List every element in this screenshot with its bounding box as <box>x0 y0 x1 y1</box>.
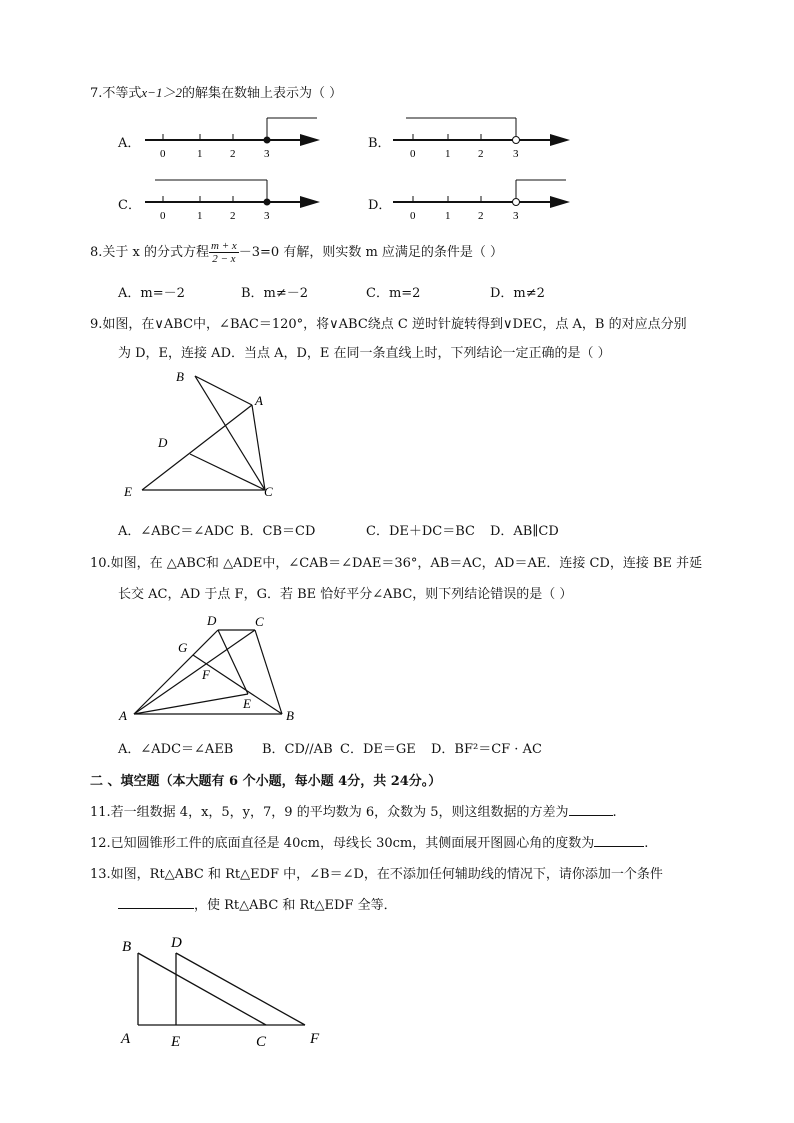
q10-option-a[interactable]: A．∠ADC＝∠AEB <box>118 742 234 757</box>
q8-option-a[interactable]: A．m=－2 <box>118 286 185 301</box>
q8-option-b[interactable]: B．m≠－2 <box>241 286 309 301</box>
q12-stem: 12.已知圆锥形工件的底面直径是 40cm，母线长 30cm，其侧面展开图圆心角的度数为 . <box>90 836 649 851</box>
q9-option-c[interactable]: C．DE＋DC＝BC <box>366 524 475 539</box>
q7-option-b-label[interactable]: B． <box>368 136 391 151</box>
svg-text:0: 0 <box>160 148 166 160</box>
svg-text:F: F <box>310 1031 320 1047</box>
svg-text:D: D <box>158 435 168 450</box>
q10-option-c[interactable]: C．DE＝GE <box>340 742 416 757</box>
q9-option-a[interactable]: A．∠ABC＝∠ADC <box>118 524 235 539</box>
svg-text:1: 1 <box>445 148 451 160</box>
q7-stem: 7.不等式x−1＞2的解集在数轴上表示为（ ） <box>90 85 343 101</box>
q7-option-d-label[interactable]: D． <box>368 198 392 213</box>
svg-text:3: 3 <box>264 148 270 160</box>
svg-text:B: B <box>286 708 294 723</box>
section-fill-in-title: 二 、填空题（本大题有 6 个小题，每小题 4分，共 24分。） <box>90 774 442 789</box>
svg-text:3: 3 <box>513 148 519 160</box>
q11-stem: 11.若一组数据 4，x，5，y，7，9 的平均数为 6，众数为 5，则这组数据的方差为 . <box>90 805 617 820</box>
q9-stem-line2: 为 D，E，连接 AD．当点 A，D，E 在同一条直线上时，下列结论一定正确的是（ ） <box>118 346 611 361</box>
q9-option-d[interactable]: D．AB∥CD <box>490 524 559 539</box>
svg-text:B: B <box>122 939 132 955</box>
q13-stem-line1: 13.如图，Rt△ABC 和 Rt△EDF 中，∠B＝∠D，在不添加任何辅助线的情况下，请你添加一个条件 <box>90 867 663 882</box>
q8-fraction: $\frac{m + x}{2 - x}$ <box>211 240 237 265</box>
q10-option-b[interactable]: B．CD//AB <box>262 742 333 757</box>
svg-text:C: C <box>256 1034 267 1050</box>
svg-text:1: 1 <box>197 148 203 160</box>
svg-text:1: 1 <box>445 210 451 222</box>
svg-text:C: C <box>255 614 264 629</box>
svg-text:D: D <box>171 935 182 951</box>
q10-stem-line2: 长交 AC，AD 于点 F，G．若 BE 恰好平分∠ABC，则下列结论错误的是（ ） <box>118 587 573 602</box>
svg-text:0: 0 <box>410 210 416 222</box>
svg-text:2: 2 <box>478 148 484 160</box>
svg-text:2: 2 <box>478 210 484 222</box>
q10-stem-line1: 10.如图，在 △ABC和 △ADE中，∠CAB＝∠DAE＝36°，AB＝AC，AD＝AE．连接 CD，连接 BE 并延 <box>90 556 703 571</box>
svg-text:G: G <box>178 640 188 655</box>
svg-text:1: 1 <box>197 210 203 222</box>
q8-stem: 8.关于 x 的分式方程 $\frac{m + x}{2 - x}$ －3=0 有解，则实数 m 应满足的条件是（ ） <box>90 240 504 265</box>
svg-text:0: 0 <box>160 210 166 222</box>
q7-option-c-label[interactable]: C． <box>118 198 141 213</box>
svg-text:B: B <box>176 369 184 384</box>
svg-text:A: A <box>119 708 127 723</box>
q7-option-a-label[interactable]: A． <box>118 136 141 151</box>
q8-option-c[interactable]: C．m=2 <box>366 286 421 301</box>
svg-text:E: E <box>171 1034 181 1050</box>
q8-option-d[interactable]: D．m≠2 <box>490 286 545 301</box>
svg-text:D: D <box>207 613 217 628</box>
q10-option-d[interactable]: D．BF²＝CF · AC <box>431 742 542 757</box>
q9-stem-line1: 9.如图，在∨ABC中，∠BAC＝120°，将∨ABC绕点 C 逆时针旋转得到∨DEC，点 A，B 的对应点分别 <box>90 317 687 332</box>
svg-text:F: F <box>202 667 210 682</box>
svg-text:A: A <box>255 393 263 408</box>
svg-text:E: E <box>124 484 132 499</box>
svg-text:E: E <box>243 696 251 711</box>
q13-stem-line2: ，使 Rt△ABC 和 Rt△EDF 全等． <box>118 894 397 913</box>
svg-text:3: 3 <box>513 210 519 222</box>
svg-text:0: 0 <box>410 148 416 160</box>
svg-text:2: 2 <box>230 210 236 222</box>
q9-option-b[interactable]: B．CB＝CD <box>240 524 316 539</box>
svg-text:2: 2 <box>230 148 236 160</box>
svg-text:3: 3 <box>264 210 270 222</box>
svg-text:C: C <box>264 484 273 499</box>
svg-text:A: A <box>121 1031 131 1047</box>
